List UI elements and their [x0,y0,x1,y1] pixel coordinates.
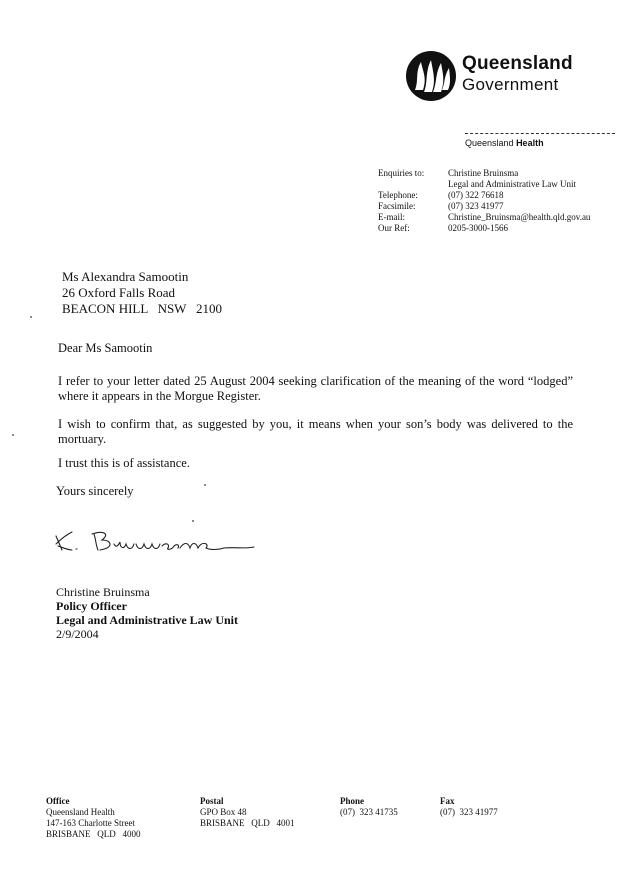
email-value: Christine_Bruinsma@health.qld.gov.au [448,212,591,222]
recipient-name: Ms Alexandra Samootin [62,269,189,284]
reference-label: Our Ref: [378,223,410,233]
paragraph-2: I wish to confirm that, as suggested by you, it means when your son’s body was delivered to the mortuary. [58,417,573,446]
enquiries-value: Christine Bruinsma [448,168,519,178]
salutation: Dear Ms Samootin [58,341,153,355]
recipient-street: 26 Oxford Falls Road [62,285,176,300]
logo-line-1: Queensland [462,53,573,74]
telephone-label: Telephone: [378,190,418,200]
scan-speck [12,434,14,436]
email-label: E-mail: [378,212,405,222]
footer-postal [200,796,295,829]
recipient-suburb: BEACON HILL NSW 2100 [62,301,222,316]
signoff-block [56,585,238,641]
footer-postal-heading: Postal [200,796,224,806]
scan-speck [30,316,32,318]
email-row [378,212,590,223]
recipient-address [62,269,222,317]
department-rule [465,133,615,135]
footer-fax-line: (07) 323 41977 [440,807,498,817]
footer-office [46,796,141,840]
enquiries-label: Enquiries to: [378,168,425,178]
paragraph-3: I trust this is of assistance. [58,456,190,470]
footer-phone-heading: Phone [340,796,365,806]
logo-wordmark [462,54,573,93]
footer-phone [340,796,398,818]
reference-value: 0205-3000-1566 [448,223,508,233]
department-name [465,138,544,148]
department-title: Health [516,138,544,148]
footer-office-heading: Office [46,796,70,806]
facsimile-value: (07) 323 41977 [448,201,504,211]
footer-office-line: Queensland Health [46,807,115,817]
paragraph-1: I refer to your letter dated 25 August 2004 seeking clarification of the meaning of the word “lodged” where it appears in the Morgue Register. [58,374,573,403]
enquiries-block [378,168,590,234]
facsimile-label: Facsimile: [378,201,416,211]
enquiries-value: Legal and Administrative Law Unit [448,179,576,189]
enquiries-row [378,179,590,190]
department-prefix: Queensland [465,138,514,148]
footer-office-line: BRISBANE QLD 4000 [46,829,141,839]
closing: Yours sincerely [56,484,134,498]
enquiries-row [378,168,590,179]
footer-fax [440,796,498,818]
logo-line-2: Government [462,75,559,94]
queensland-government-logo-icon [405,50,457,102]
signoff-title: Policy Officer [56,599,127,613]
footer-postal-line: BRISBANE QLD 4001 [200,818,295,828]
signoff-date: 2/9/2004 [56,627,99,641]
footer-postal-line: GPO Box 48 [200,807,247,817]
facsimile-row [378,201,590,212]
telephone-row [378,190,590,201]
reference-row [378,223,590,234]
scan-speck [204,484,206,486]
enquiries-label [378,179,448,190]
footer-office-line: 147-163 Charlotte Street [46,818,135,828]
signoff-unit: Legal and Administrative Law Unit [56,613,239,627]
handwritten-signature [50,522,260,562]
footer-phone-line: (07) 323 41735 [340,807,398,817]
signoff-name: Christine Bruinsma [56,585,150,599]
footer-fax-heading: Fax [440,796,455,806]
telephone-value: (07) 322 76618 [448,190,504,200]
